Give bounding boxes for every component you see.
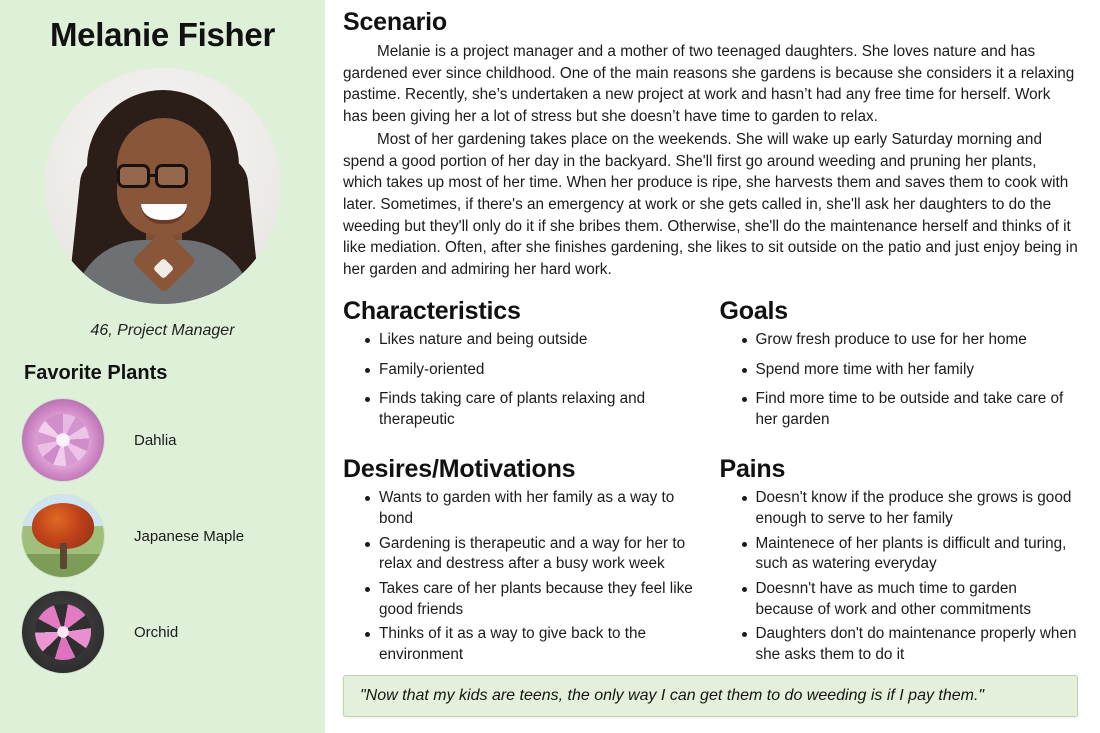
scenario-paragraph-2: Most of her gardening takes place on the weekends. She will wake up early Saturday morning and spend a good portion of her day in the backyard. She'll first go around weeding and pruning her plants, which takes up most of her time. When her produce is ripe, she harvests them and saves them to cook with later. Sometimes, if there's an emergency at work or she gets called in, she'll ask her daughters to do the weeding but they'll only do it if she bribes them. Otherwise, she'll do the maintenance herself and thinks of it like mediation. Often, after she finishes gardening, she likes to sit outside on the patio and just enjoy being in her garden and admiring her hard work. xyxy=(343,130,1078,279)
list-item: Finds taking care of plants relaxing and therapeutic xyxy=(365,389,702,430)
page-title: Melanie Fisher xyxy=(49,16,276,53)
pains-list xyxy=(720,488,1079,665)
plant-label: Orchid xyxy=(134,623,179,641)
characteristics-heading: Characteristics xyxy=(343,296,521,325)
plant-label: Dahlia xyxy=(134,431,177,449)
japanese-maple-tree-photo xyxy=(22,495,104,577)
goals-list xyxy=(720,330,1079,431)
pains-section xyxy=(720,449,1079,669)
glasses-right-icon xyxy=(155,164,188,188)
scenario-heading: Scenario xyxy=(343,8,448,36)
list-item: Gardening is therapeutic and a way for her to relax and destress after a busy work week xyxy=(365,534,702,575)
goals-heading: Goals xyxy=(719,296,788,325)
characteristics-list xyxy=(343,330,702,431)
glasses-left-icon xyxy=(117,164,150,188)
persona-sidebar xyxy=(0,0,325,733)
list-item: Doesnn't have as much time to garden because of work and other commitments xyxy=(742,579,1079,620)
orchid-flower-photo xyxy=(22,591,104,673)
dahlia-flower-photo xyxy=(22,399,104,481)
persona-quote: "Now that my kids are teens, the only way I can get them to do weeding is if I pay them." xyxy=(343,675,1078,717)
list-item xyxy=(18,495,307,577)
list-item: Thinks of it as a way to give back to the environment xyxy=(365,624,702,665)
scenario-section xyxy=(343,8,1078,281)
scenario-paragraph-1: Melanie is a project manager and a mother of two teenaged daughters. She loves nature and has gardened ever since childhood. One of the main reasons she gardens is because she considers it a relaxing pastime. Recently, she’s undertaken a new project at work and hasn’t had any free time for herself. Work has been giving her a lot of stress but she doesn’t have time to garden to relax. xyxy=(343,43,1075,126)
goals-section xyxy=(720,291,1079,440)
desires-section xyxy=(343,449,702,669)
plant-label: Japanese Maple xyxy=(134,527,245,545)
persona-portrait-photo xyxy=(45,68,281,304)
list-item xyxy=(18,399,307,481)
characteristics-goals-row xyxy=(343,291,1078,440)
persona-main-content xyxy=(325,0,1100,733)
characteristics-section xyxy=(343,291,702,440)
list-item: Takes care of her plants because they feel like good friends xyxy=(365,579,702,620)
desires-pains-row xyxy=(343,449,1078,669)
list-item: Grow fresh produce to use for her home xyxy=(742,330,1079,351)
list-item: Family-oriented xyxy=(365,360,702,381)
favorite-plants-heading: Favorite Plants xyxy=(24,362,168,384)
list-item: Likes nature and being outside xyxy=(365,330,702,351)
list-item: Wants to garden with her family as a way to bond xyxy=(365,488,702,529)
list-item: Doesn't know if the produce she grows is good enough to serve to her family xyxy=(742,488,1079,529)
avatar xyxy=(45,68,281,304)
glasses-bridge-icon xyxy=(149,174,157,177)
desires-list xyxy=(343,488,702,665)
list-item: Spend more time with her family xyxy=(742,360,1079,381)
list-item: Daughters don't do maintenance properly when she asks them to do it xyxy=(742,624,1079,665)
pains-heading: Pains xyxy=(719,455,786,484)
list-item: Maintenece of her plants is difficult and turing, such as watering everyday xyxy=(742,534,1079,575)
list-item xyxy=(18,591,307,673)
desires-heading: Desires/Motivations xyxy=(343,455,576,484)
list-item: Find more time to be outside and take care of her garden xyxy=(742,389,1079,430)
persona-subtitle: 46, Project Manager xyxy=(90,322,235,339)
